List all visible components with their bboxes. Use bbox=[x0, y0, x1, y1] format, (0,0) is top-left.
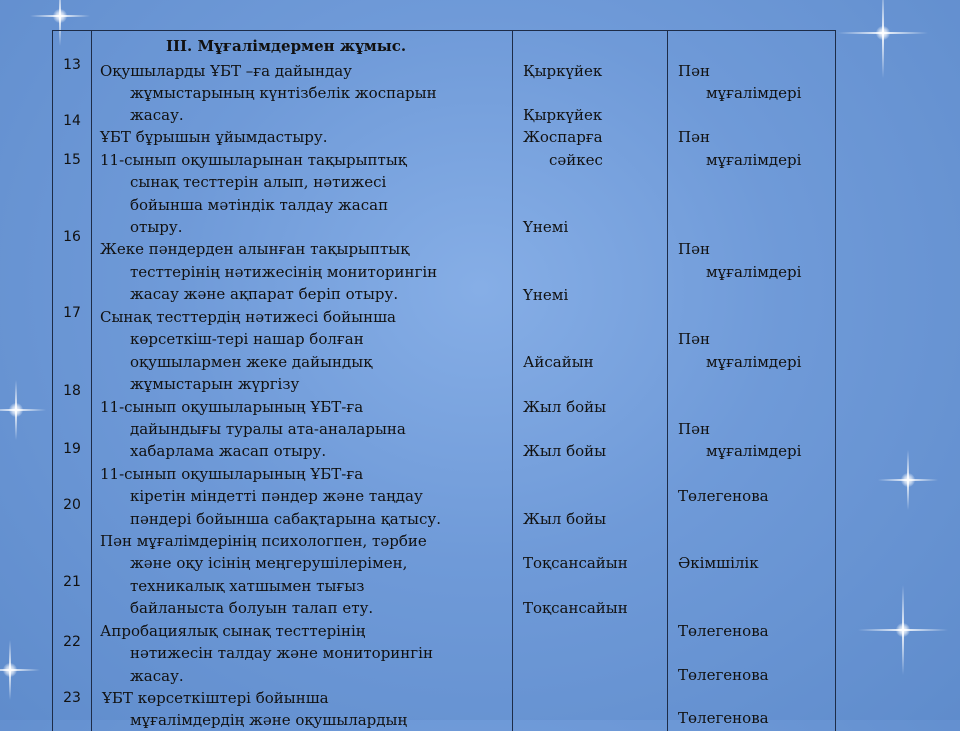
task-line: ҰБТ көрсеткіштері бойынша bbox=[102, 689, 329, 707]
task-line: бойынша мәтіндік талдау жасап bbox=[130, 196, 389, 214]
task-line: сынақ тесттерін алып, нәтижесі bbox=[130, 173, 387, 191]
row-number: 22 bbox=[63, 634, 81, 650]
deadline-line: Үнемі bbox=[523, 218, 569, 236]
sparkle-decoration bbox=[858, 585, 948, 675]
responsible-line: Төлегенова bbox=[678, 622, 769, 640]
responsible-line: Пән bbox=[678, 240, 710, 258]
sparkle-decoration bbox=[0, 380, 46, 440]
responsible-line: Пән bbox=[678, 62, 710, 80]
task-line: Пән мұғалімдерінің психологпен, тәрбие bbox=[100, 532, 427, 550]
row-number: 21 bbox=[63, 574, 81, 590]
deadline-line: Жыл бойы bbox=[523, 442, 607, 460]
task-line: және оқу ісінің меңгерушілерімен, bbox=[130, 554, 408, 572]
task-line: нәтижесін талдау және мониторингін bbox=[130, 644, 433, 662]
deadline-line: Қыркүйек bbox=[523, 62, 603, 80]
task-line: Апробациялық сынақ тесттерінің bbox=[100, 622, 366, 640]
task-line: көрсеткіш-тері нашар болған bbox=[130, 330, 364, 348]
task-line: жасау. bbox=[130, 667, 184, 685]
row-number: 17 bbox=[63, 305, 81, 321]
responsible-line: мұғалімдері bbox=[706, 353, 802, 371]
task-line: мұғалімдердің және оқушылардың bbox=[130, 711, 408, 729]
row-number: 20 bbox=[63, 497, 81, 513]
deadline-line: Жоспарға bbox=[523, 128, 603, 146]
responsible-line: мұғалімдері bbox=[706, 442, 802, 460]
deadline-column bbox=[513, 31, 668, 731]
deadline-line: Жыл бойы bbox=[523, 398, 607, 416]
task-line: ҰБТ бұрышын ұйымдастыру. bbox=[100, 128, 328, 146]
responsible-line: Пән bbox=[678, 420, 710, 438]
deadline-line: Қыркүйек bbox=[523, 106, 603, 124]
task-line: жұмыстарын жүргізу bbox=[130, 375, 300, 393]
responsible-line: Пән bbox=[678, 330, 710, 348]
task-line: кіретін міндетті пәндер және таңдау bbox=[130, 487, 423, 505]
row-number: 14 bbox=[63, 113, 81, 129]
task-line: жасау. bbox=[130, 106, 184, 124]
row-number: 15 bbox=[63, 152, 81, 168]
task-column bbox=[92, 31, 513, 731]
row-number: 23 bbox=[63, 690, 81, 706]
task-line: тесттерінің нәтижесінің мониторингін bbox=[130, 263, 438, 281]
section-heading: ІІІ. Мұғалімдермен жұмыс. bbox=[166, 37, 407, 55]
task-line: отыру. bbox=[130, 218, 183, 236]
number-column bbox=[53, 31, 92, 731]
task-line: оқушылармен жеке дайындық bbox=[130, 353, 373, 371]
task-line: 11-сынып оқушыларынан тақырыптық bbox=[100, 151, 407, 169]
deadline-line: Жыл бойы bbox=[523, 510, 607, 528]
task-line: жұмыстарының күнтізбелік жоспарын bbox=[130, 84, 437, 102]
task-line: хабарлама жасап отыру. bbox=[130, 442, 327, 460]
row-number: 19 bbox=[63, 441, 81, 457]
responsible-line: Төлегенова bbox=[678, 487, 769, 505]
responsible-line: Төлегенова bbox=[678, 709, 769, 727]
responsible-line: Төлегенова bbox=[678, 666, 769, 684]
row-number: 18 bbox=[63, 383, 81, 399]
deadline-line: Тоқсансайын bbox=[523, 554, 628, 572]
responsible-line: мұғалімдері bbox=[706, 84, 802, 102]
row-number: 16 bbox=[63, 229, 81, 245]
deadline-line: сәйкес bbox=[549, 151, 603, 169]
sparkle-decoration bbox=[878, 450, 938, 510]
responsible-column bbox=[668, 31, 835, 731]
task-line: Оқушыларды ҰБТ –ға дайындау bbox=[100, 62, 352, 80]
responsible-line: мұғалімдері bbox=[706, 263, 802, 281]
task-line: Сынақ тесттердің нәтижесі бойынша bbox=[100, 308, 396, 326]
plan-table bbox=[52, 30, 836, 731]
task-line: дайындығы туралы ата-аналарына bbox=[130, 420, 406, 438]
task-line: 11-сынып оқушыларының ҰБТ-ға bbox=[100, 465, 364, 483]
responsible-line: мұғалімдері bbox=[706, 151, 802, 169]
sparkle-decoration bbox=[838, 0, 928, 78]
deadline-line: Тоқсансайын bbox=[523, 599, 628, 617]
task-line: техникалық хатшымен тығыз bbox=[130, 577, 365, 595]
sparkle-decoration bbox=[0, 640, 40, 700]
responsible-line: Әкімшілік bbox=[678, 554, 759, 572]
task-line: жасау және ақпарат беріп отыру. bbox=[130, 285, 399, 303]
task-line: байланыста болуын талап ету. bbox=[130, 599, 374, 617]
responsible-line: Пән bbox=[678, 128, 710, 146]
task-line: Жеке пәндерден алынған тақырыптық bbox=[100, 240, 410, 258]
row-number: 13 bbox=[63, 57, 81, 73]
task-line: 11-сынып оқушыларының ҰБТ-ға bbox=[100, 398, 364, 416]
deadline-line: Үнемі bbox=[523, 286, 569, 304]
deadline-line: Айсайын bbox=[523, 353, 594, 371]
task-line: пәндері бойынша сабақтарына қатысу. bbox=[130, 510, 441, 528]
